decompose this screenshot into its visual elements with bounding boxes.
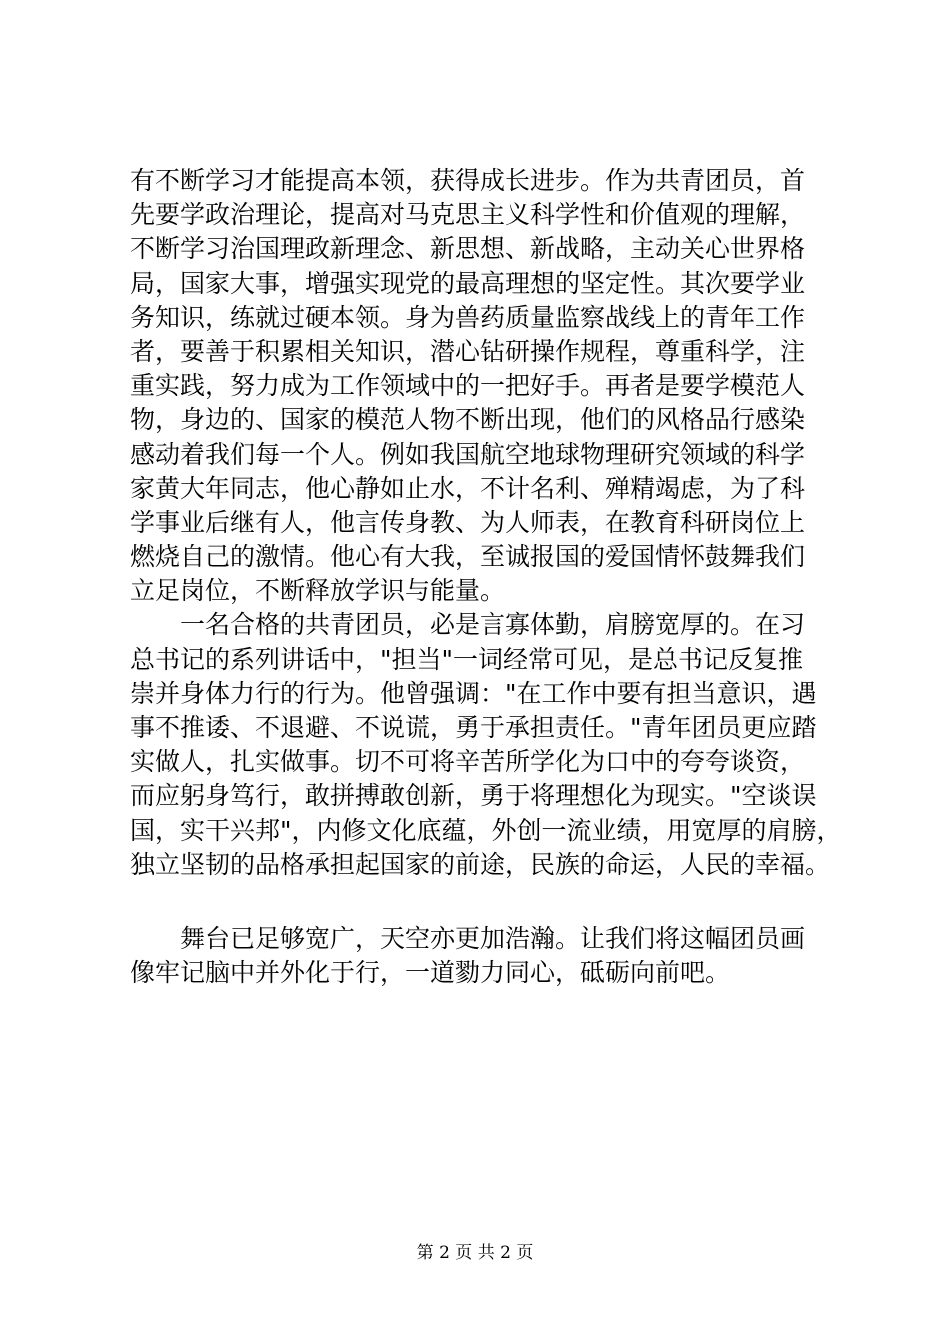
- document-body: [130, 164, 850, 990]
- text-line: 而应躬身笃行，敢拼搏敢创新，勇于将理想化为现实。"空谈误: [130, 781, 817, 811]
- text-line: 不断学习治国理政新理念、新思想、新战略，主动关心世界格: [130, 234, 806, 264]
- text-line: 总书记的系列讲话中，"担当"一词经常可见，是总书记反复推: [130, 644, 804, 674]
- paragraph-3: [130, 922, 850, 990]
- text-line: 舞台已足够宽广，天空亦更加浩瀚。让我们将这幅团员画: [180, 923, 806, 953]
- page-footer: [0, 1242, 950, 1264]
- text-line: 实做人，扎实做事。切不可将辛苦所学化为口中的夸夸谈资，: [130, 747, 806, 777]
- text-line: 崇并身体力行的行为。他曾强调："在工作中要有担当意识，遇: [130, 678, 817, 708]
- text-line: 国，实干兴邦"，内修文化底蕴，外创一流业绩，用宽厚的肩膀，: [130, 815, 842, 845]
- text-line: 者，要善于积累相关知识，潜心钻研操作规程，尊重科学，注: [130, 336, 806, 366]
- text-line: 重实践，努力成为工作领域中的一把好手。再者是要学模范人: [130, 371, 806, 401]
- text-line: 务知识，练就过硬本领。身为兽药质量监察战线上的青年工作: [130, 302, 806, 332]
- text-line: 物，身边的、国家的模范人物不断出现，他们的风格品行感染: [130, 405, 806, 435]
- paragraph-spacer: [130, 882, 850, 922]
- text-line: 先要学政治理论，提高对马克思主义科学性和价值观的理解，: [130, 200, 806, 230]
- text-line: 有不断学习才能提高本领，获得成长进步。作为共青团员，首: [130, 166, 806, 195]
- text-line: 像牢记脑中并外化于行，一道勠力同心，砥砺向前吧。: [130, 958, 731, 988]
- text-line: 事不推诿、不退避、不说谎，勇于承担责任。"青年团员更应踏: [130, 713, 817, 742]
- text-line: 一名合格的共青团员，必是言寡体勤，肩膀宽厚的。在习: [180, 610, 806, 640]
- page-number-label: 第 2 页 共 2 页: [416, 1243, 534, 1263]
- text-line: 局，国家大事，增强实现党的最高理想的坚定性。其次要学业: [130, 268, 806, 298]
- text-line: 独立坚韧的品格承担起国家的前途，民族的命运，人民的幸福。: [130, 849, 831, 879]
- text-line: 感动着我们每一个人。例如我国航空地球物理研究领域的科学: [130, 439, 806, 469]
- text-line: 学事业后继有人，他言传身教、为人师表，在教育科研岗位上: [130, 507, 806, 537]
- text-line: 燃烧自己的激情。他心有大我，至诚报国的爱国情怀鼓舞我们: [130, 542, 806, 572]
- paragraph-2: [130, 608, 850, 882]
- text-line: 家黄大年同志，他心静如止水，不计名利、殚精竭虑，为了科: [130, 473, 806, 503]
- paragraph-1: [130, 164, 850, 608]
- text-line: 立足岗位，不断释放学识与能量。: [130, 576, 506, 606]
